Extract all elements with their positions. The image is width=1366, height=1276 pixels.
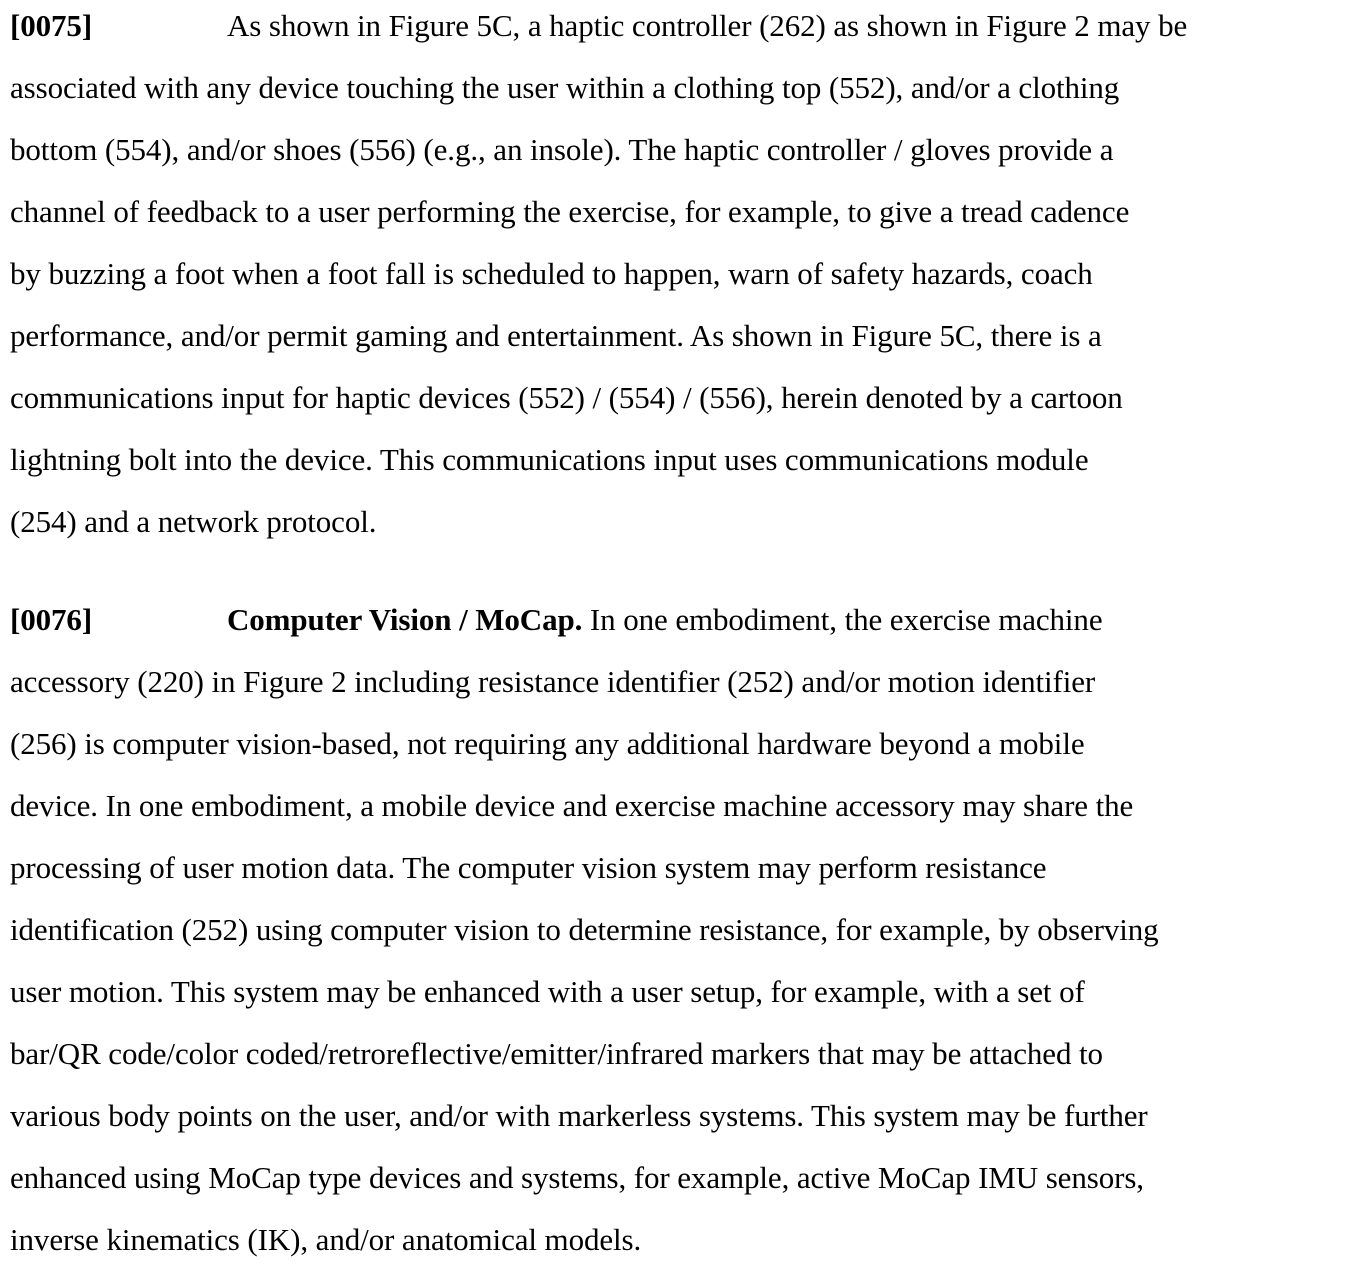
text-line: bottom (554), and/or shoes (556) (e.g., an insole). The haptic controller / gloves provide a xyxy=(10,132,1114,167)
text-line: channel of feedback to a user performing the exercise, for example, to give a tread cadence xyxy=(10,194,1130,229)
text-line: user motion. This system may be enhanced with a user setup, for example, with a set of xyxy=(10,974,1085,1009)
text-line: bar/QR code/color coded/retroreflective/emitter/infrared markers that may be attached to xyxy=(10,1036,1103,1071)
text-line: by buzzing a foot when a foot fall is scheduled to happen, warn of safety hazards, coach xyxy=(10,256,1093,291)
paragraph-number: [0075] xyxy=(10,8,93,43)
text-line: various body points on the user, and/or with markerless systems. This system may be further xyxy=(10,1098,1148,1133)
text-line: lightning bolt into the device. This communications input uses communications module xyxy=(10,442,1089,477)
text-line: device. In one embodiment, a mobile device and exercise machine accessory may share the xyxy=(10,788,1134,823)
text-line: communications input for haptic devices (552) / (554) / (556), herein denoted by a cartoon xyxy=(10,380,1123,415)
text-line: accessory (220) in Figure 2 including resistance identifier (252) and/or motion identifier xyxy=(10,664,1096,699)
text-line xyxy=(10,594,1103,656)
text-line: (254) and a network protocol. xyxy=(10,504,377,539)
text-line: enhanced using MoCap type devices and systems, for example, active MoCap IMU sensors, xyxy=(10,1160,1144,1195)
text-line: (256) is computer vision-based, not requiring any additional hardware beyond a mobile xyxy=(10,726,1085,761)
paragraph-heading: Computer Vision / MoCap. xyxy=(227,602,583,637)
text-line: performance, and/or permit gaming and entertainment. As shown in Figure 5C, there is a xyxy=(10,318,1102,353)
text-line xyxy=(10,0,1187,62)
paragraph-text: In one embodiment, the exercise machine xyxy=(582,602,1103,637)
text-line: processing of user motion data. The computer vision system may perform resistance xyxy=(10,850,1047,885)
paragraph-number: [0076] xyxy=(10,602,93,637)
text-line: associated with any device touching the user within a clothing top (552), and/or a clothing xyxy=(10,70,1120,105)
text-line: identification (252) using computer vision to determine resistance, for example, by observing xyxy=(10,912,1159,947)
text-line: inverse kinematics (IK), and/or anatomical models. xyxy=(10,1222,642,1257)
paragraph-text: As shown in Figure 5C, a haptic controller (262) as shown in Figure 2 may be xyxy=(227,8,1188,43)
